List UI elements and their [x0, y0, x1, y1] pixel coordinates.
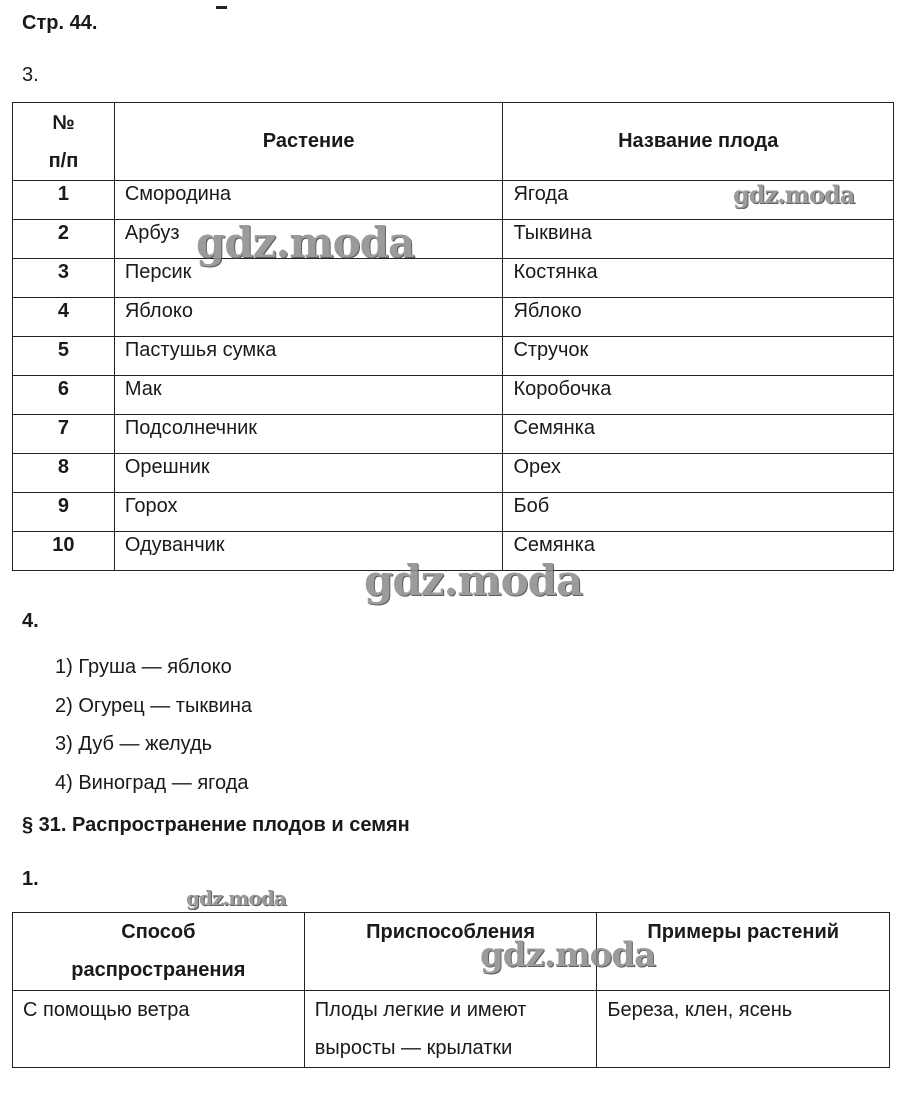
cell-number: 9: [13, 493, 115, 532]
table-row: [13, 259, 894, 298]
cell-plant: Горох: [114, 493, 503, 532]
cell-fruit: Орех: [503, 454, 894, 493]
header-number-line1: №: [52, 111, 75, 134]
header-adaptations: Приспособления: [304, 913, 597, 991]
cell-adaptations-line2: выросты — крылатки: [314, 1037, 513, 1059]
header-method: [13, 913, 305, 991]
table-row: [13, 532, 894, 571]
watermark: gdz.moda: [733, 180, 855, 209]
cell-number: 10: [13, 532, 115, 571]
cell-plant: Персик: [114, 259, 503, 298]
cell-fruit: Боб: [503, 493, 894, 532]
table-row: [13, 493, 894, 532]
section-title: § 31. Распространение плодов и семян: [22, 814, 410, 836]
cell-plant: Мак: [114, 376, 503, 415]
table-header-row: [13, 913, 890, 991]
header-method-line1: Способ: [121, 921, 196, 943]
page-label: Стр. 44.: [22, 12, 98, 34]
table-row: [13, 298, 894, 337]
cell-fruit: Костянка: [503, 259, 894, 298]
task-3-number: 3.: [22, 64, 39, 86]
cell-plant: Пастушья сумка: [114, 337, 503, 376]
cell-number: 4: [13, 298, 115, 337]
fruit-table: [12, 102, 894, 571]
cell-method: С помощью ветра: [13, 991, 305, 1068]
cell-number: 6: [13, 376, 115, 415]
cell-plant: Орешник: [114, 454, 503, 493]
task-1-number: 1.: [22, 868, 39, 890]
list-item: 1) Груша — яблоко: [55, 656, 232, 678]
header-method-line2: распространения: [71, 959, 246, 981]
table-row: [13, 337, 894, 376]
cell-fruit: Стручок: [503, 337, 894, 376]
watermark: gdz.moda: [196, 218, 415, 267]
stray-mark: [216, 6, 227, 9]
cell-adaptations-line1: Плоды легкие и имеют: [314, 999, 527, 1021]
header-examples: Примеры растений: [597, 913, 890, 991]
watermark: gdz.moda: [364, 556, 583, 605]
cell-number: 8: [13, 454, 115, 493]
table-row: [13, 376, 894, 415]
cell-fruit: Семянка: [503, 532, 894, 571]
list-item: 4) Виноград — ягода: [55, 771, 249, 794]
header-fruit: Название плода: [503, 103, 894, 181]
cell-number: 2: [13, 220, 115, 259]
cell-plant: Подсолнечник: [114, 415, 503, 454]
cell-fruit: Тыквина: [503, 220, 894, 259]
table-row: [13, 220, 894, 259]
cell-fruit: Яблоко: [503, 298, 894, 337]
watermark: gdz.moda: [186, 886, 286, 910]
task-4-list: [55, 648, 252, 802]
cell-number: 5: [13, 337, 115, 376]
task-4-number: 4.: [22, 610, 39, 632]
cell-number: 7: [13, 415, 115, 454]
cell-fruit: Коробочка: [503, 376, 894, 415]
cell-plant: Яблоко: [114, 298, 503, 337]
cell-number: 1: [13, 181, 115, 220]
watermark: gdz.moda: [480, 935, 656, 975]
table-row: [13, 415, 894, 454]
header-number: [13, 103, 115, 181]
table-row: [13, 181, 894, 220]
header-number-line2: п/п: [48, 149, 79, 172]
cell-plant: Смородина: [114, 181, 503, 220]
table-header-row: [13, 103, 894, 181]
table-row: [13, 991, 890, 1068]
dispersal-table: [12, 912, 890, 1068]
cell-fruit: Ягода: [503, 181, 894, 220]
header-plant: Растение: [114, 103, 503, 181]
cell-examples: Береза, клен, ясень: [597, 991, 890, 1068]
list-item: 3) Дуб — желудь: [55, 733, 213, 755]
cell-plant: Одуванчик: [114, 532, 503, 571]
cell-fruit: Семянка: [503, 415, 894, 454]
list-item: 2) Огурец — тыквина: [55, 694, 253, 717]
cell-adaptations: [304, 991, 597, 1068]
cell-plant: Арбуз: [114, 220, 503, 259]
table-row: [13, 454, 894, 493]
cell-number: 3: [13, 259, 115, 298]
